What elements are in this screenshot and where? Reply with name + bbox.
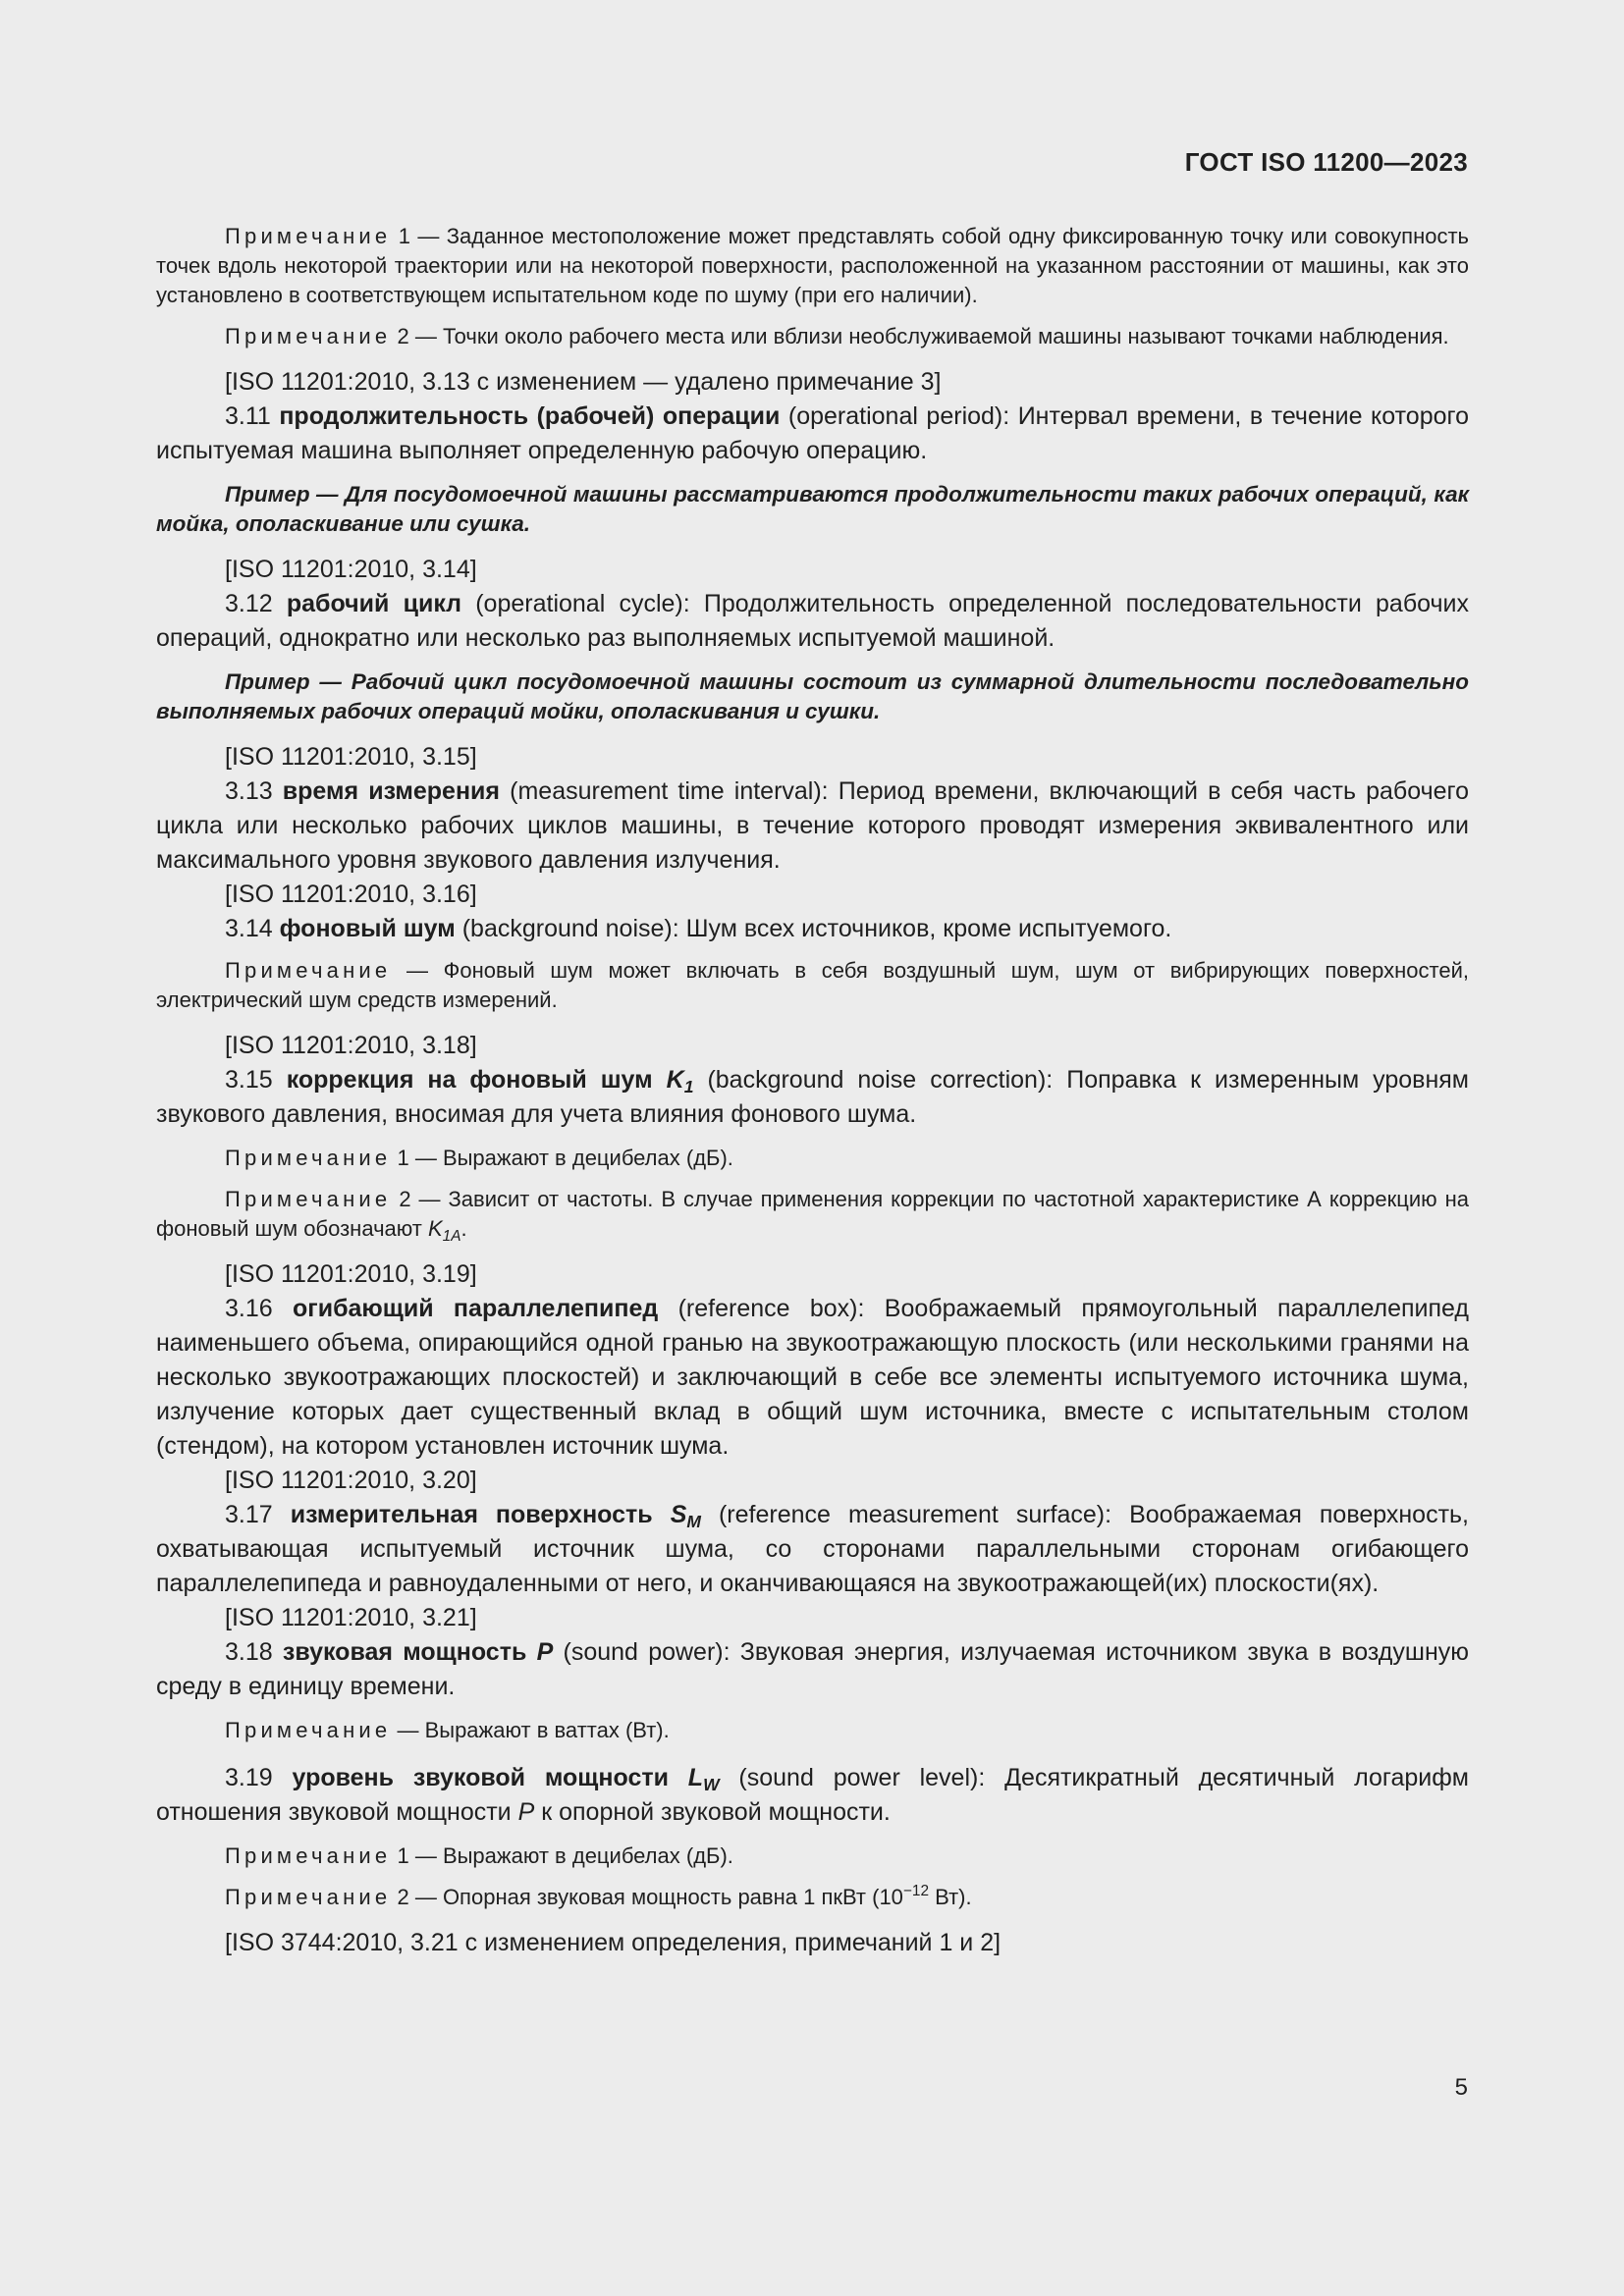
symbol-letter: K: [666, 1066, 684, 1094]
source-ref-3-13: [ISO 11201:2010, 3.16]: [225, 881, 477, 908]
note-text: — Точки около рабочего места или вблизи необслуживаемой машины называют точками наблюдения.: [408, 324, 1449, 348]
note-text: — Зависит от частоты. В случае применения коррекции по частотной характеристике А коррекцию на фоновый шум обозначают: [156, 1187, 1469, 1241]
source-ref-3-15: [ISO 11201:2010, 3.19]: [225, 1260, 477, 1288]
note-3-14: [156, 956, 1469, 1015]
definition-text: (measurement time interval): Период времени, включающий в себя часть рабочего цикла или несколько рабочих циклов машины, в течение которого проводят измерения эквивалентного или максимального уровня звукового давления излучения.: [156, 777, 1469, 874]
note-3-10-2: [156, 322, 1469, 351]
definition-3-17: [156, 1498, 1469, 1601]
note-label: Примечание: [225, 1187, 392, 1211]
note-label: Примечание: [225, 1843, 392, 1868]
symbol-letter: L: [687, 1764, 704, 1791]
symbol: [427, 1216, 461, 1245]
term-number: 3.11: [225, 402, 271, 430]
definition-3-16: [156, 1292, 1469, 1464]
note-number: 2: [397, 1885, 409, 1909]
symbol-subscript: M: [686, 1512, 701, 1531]
definition-text: (reference box): Воображаемый прямоугольный параллелепипед наименьшего объема, опирающийся одной гранью на звукоотражающую плоскость (или несколькими гранями на несколько звукоотражающих плоскостей) и заключающий в себе все элементы испытуемого источника шума, излучение которых дает существенный вклад в общий шум источника, вместе с испытательным столом (стендом), на котором установлен источник шума.: [156, 1295, 1469, 1460]
definition-text: (operational period): Интервал времени, в течение которого испытуемая машина выполняет определенную рабочую операцию.: [156, 402, 1469, 464]
note-3-19-2: [156, 1883, 1469, 1912]
definition-3-13: [156, 774, 1469, 878]
definition-text: (sound power): Звуковая энергия, излучаемая источником звука в воздушную среду в единицу времени.: [156, 1638, 1470, 1700]
term-name: измерительная поверхность: [290, 1501, 653, 1528]
note-label: Примечание: [225, 1146, 392, 1170]
note-end: Вт).: [929, 1885, 972, 1909]
term-name: коррекция на фоновый шум: [286, 1066, 653, 1094]
document-body: [156, 222, 1469, 1960]
note-number: 1: [398, 224, 410, 248]
definition-3-15: [156, 1063, 1469, 1132]
note-3-15-2: [156, 1185, 1469, 1244]
example-3-11: Пример — Для посудомоечной машины рассматриваются продолжительности таких рабочих операций, как мойка, ополаскивание или сушка.: [156, 482, 1469, 536]
symbol-subscript: 1: [683, 1077, 694, 1096]
note-number: 1: [397, 1843, 409, 1868]
term-number: 3.19: [225, 1764, 273, 1791]
symbol-inline: P: [517, 1798, 535, 1826]
note-3-18: [156, 1716, 1469, 1745]
definition-text: (reference measurement surface): Воображаемая поверхность, охватывающая испытуемый источник шума, со сторонами параллельными сторонам огибающего параллелепипеда и равноудаленными от него, и оканчивающаяся на звукоотражающей(их) плоскости(ях).: [156, 1501, 1469, 1597]
note-number: 2: [397, 324, 409, 348]
symbol: [667, 1066, 694, 1094]
definition-3-19: [156, 1761, 1469, 1830]
definition-3-11: [156, 400, 1469, 468]
note-number: 2: [399, 1187, 411, 1211]
definition-text: (background noise correction): Поправка к измеренным уровням звукового давления, вносимая для учета влияния фонового шума.: [156, 1066, 1469, 1128]
symbol: [670, 1501, 701, 1531]
note-label: Примечание: [225, 1718, 392, 1742]
note-label: Примечание: [225, 224, 392, 248]
symbol-letter: S: [670, 1501, 687, 1528]
definition-text: (background noise): Шум всех источников, кроме испытуемого.: [455, 915, 1172, 942]
term-name: продолжительность (рабочей) операции: [279, 402, 781, 430]
term-name: огибающий параллелепипед: [293, 1295, 659, 1322]
term-name: звуковая мощность: [282, 1638, 527, 1666]
term-number: 3.12: [225, 590, 273, 617]
note-text: — Фоновый шум может включать в себя воздушный шум, шум от вибрирующих поверхностей, электрический шум средств измерений.: [156, 958, 1469, 1012]
term-number: 3.14: [225, 915, 273, 942]
note-3-19-1: [156, 1842, 1469, 1871]
term-name: уровень звуковой мощности: [292, 1764, 669, 1791]
term-number: 3.18: [225, 1638, 273, 1666]
source-ref-3-16: [ISO 11201:2010, 3.20]: [225, 1467, 477, 1494]
note-label: Примечание: [225, 958, 392, 983]
term-name: рабочий цикл: [286, 590, 462, 617]
note-label: Примечание: [225, 1885, 392, 1909]
note-number: 1: [397, 1146, 409, 1170]
source-ref-3-14: [ISO 11201:2010, 3.18]: [225, 1032, 477, 1059]
page-number: 5: [1454, 2074, 1468, 2101]
document-header: ГОСТ ISO 11200—2023: [1184, 147, 1468, 177]
symbol-subscript: W: [703, 1775, 720, 1794]
term-number: 3.16: [225, 1295, 273, 1322]
source-ref-3-17: [ISO 11201:2010, 3.21]: [225, 1604, 477, 1631]
note-label: Примечание: [225, 324, 392, 348]
symbol-letter: K: [427, 1216, 443, 1241]
note-end: .: [460, 1216, 467, 1241]
example-3-12: Пример — Рабочий цикл посудомоечной машины состоит из суммарной длительности последовательно выполняемых рабочих операций мойки, ополаскивания и сушки.: [156, 669, 1469, 723]
source-ref-3-11: [ISO 11201:2010, 3.14]: [225, 556, 477, 583]
source-ref-3-12: [ISO 11201:2010, 3.15]: [225, 743, 477, 771]
note-3-10-1: [156, 222, 1469, 310]
source-ref-3-19: [ISO 3744:2010, 3.21 с изменением определения, примечаний 1 и 2]: [225, 1929, 1001, 1956]
symbol-subscript: 1A: [442, 1228, 461, 1245]
symbol: P: [536, 1638, 554, 1666]
term-number: 3.15: [225, 1066, 273, 1094]
term-name: время измерения: [282, 777, 501, 805]
term-number: 3.17: [225, 1501, 273, 1528]
note-text: — Выражают в децибелах (дБ).: [408, 1843, 733, 1868]
definition-text: (sound power level): Десятикратный десятичный логарифм отношения звуковой мощности: [156, 1764, 1469, 1826]
symbol: [687, 1764, 720, 1794]
note-3-15-1: [156, 1144, 1469, 1173]
definition-3-18: [156, 1635, 1469, 1704]
note-text: — Заданное местоположение может представлять собой одну фиксированную точку или совокупность точек вдоль некоторой траектории или на некоторой поверхности, расположенной на указанном расстоянии от машины, как это установлено в соответствующем испытательном коде по шуму (при его наличии).: [156, 224, 1469, 307]
term-name: фоновый шум: [279, 915, 456, 942]
note-text: — Выражают в ваттах (Вт).: [397, 1718, 670, 1742]
source-ref-3-10: [ISO 11201:2010, 3.13 с изменением — удалено примечание 3]: [225, 368, 942, 396]
definition-3-14: [156, 912, 1469, 946]
term-number: 3.13: [225, 777, 273, 805]
definition-text: (operational cycle): Продолжительность определенной последовательности рабочих операций, однократно или несколько раз выполняемых испытуемой машиной.: [156, 590, 1469, 652]
note-text: — Выражают в децибелах (дБ).: [408, 1146, 733, 1170]
definition-text-end: к опорной звуковой мощности.: [534, 1798, 891, 1826]
note-text: — Опорная звуковая мощность равна 1 пкВт (10: [408, 1885, 903, 1909]
definition-3-12: [156, 587, 1469, 656]
superscript: −12: [902, 1883, 930, 1899]
